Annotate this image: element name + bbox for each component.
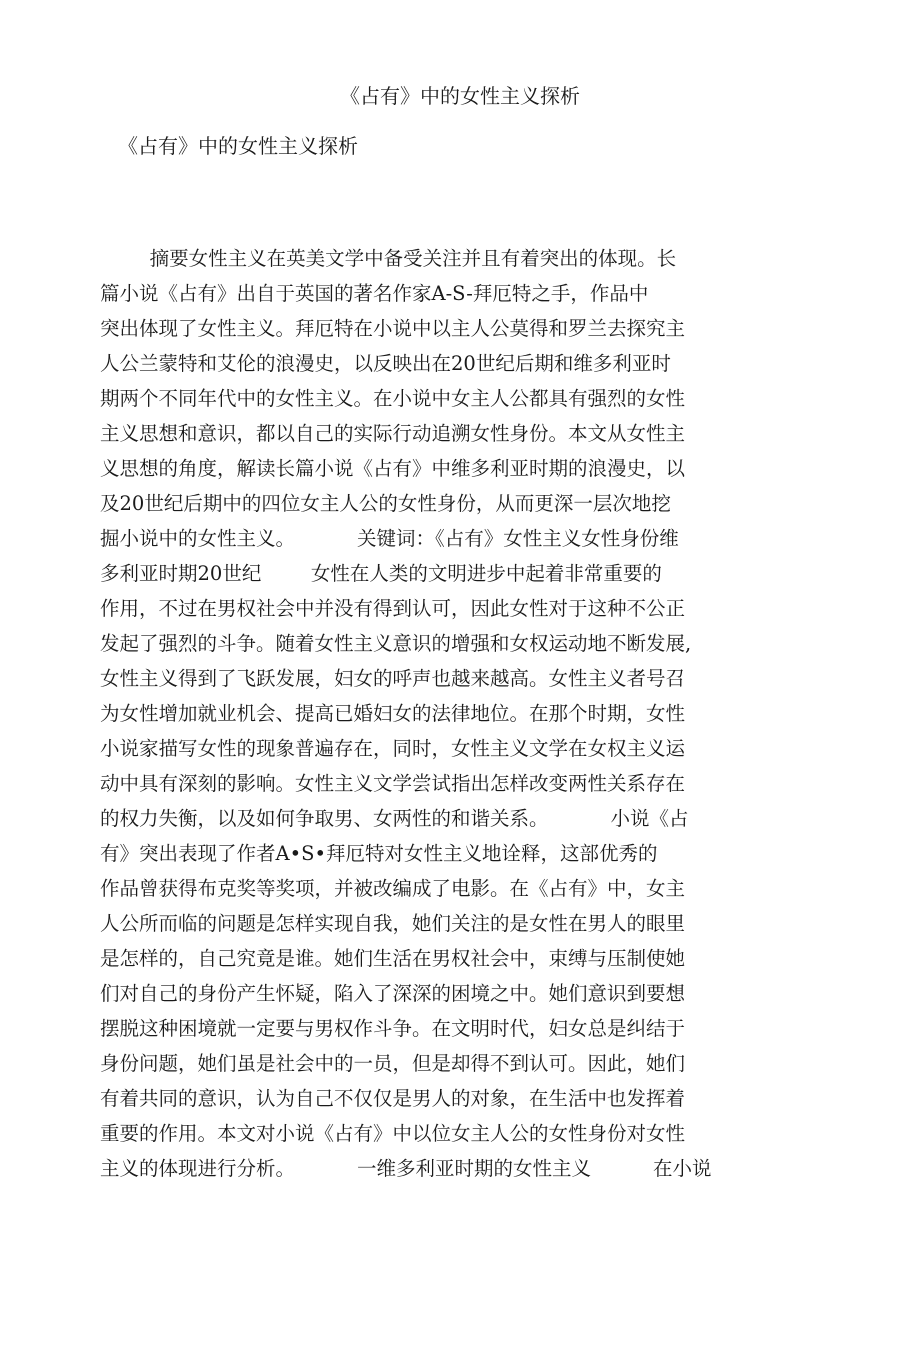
body-line-9: 掘小说中的女性主义。 关键词：《占有》女性主义女性身份维: [100, 527, 679, 550]
body-line-26: 重要的作用。本文对小说《占有》中以位女主人公的女性身份对女性: [100, 1122, 686, 1145]
body-line-17: 的权力失衡，以及如何争取男、女两性的和谐关系。 小说《占: [100, 807, 689, 830]
body-line-15: 小说家描写女性的现象普遍存在，同时，女性主义文学在女权主义运: [100, 737, 686, 760]
document-body: [100, 244, 820, 1189]
body-line-21: 是怎样的，自己究竟是谁。她们生活在男权社会中，束缚与压制使她: [100, 947, 686, 970]
body-line-20: 人公所而临的问题是怎样实现自我，她们关注的是女性在男人的眼里: [100, 912, 686, 935]
body-line-11: 作用，不过在男权社会中并没有得到认可，因此女性对于这种不公正: [100, 597, 686, 620]
body-line-10: 多利亚时期20世纪 女性在人类的文明进步中起着非常重要的: [100, 562, 662, 585]
body-line-16: 动中具有深刻的影响。女性主义文学尝试指出怎样改变两性关系存在: [100, 772, 686, 795]
body-line-2: 篇小说《占有》出自于英国的著名作家A-S-拜厄特之手，作品中: [100, 282, 649, 305]
body-line-22: 们对自己的身份产生怀疑，陷入了深深的困境之中。她们意识到要想: [100, 982, 686, 1005]
body-line-1: 摘要女性主义在英美文学中备受关注并且有着突出的体现。长: [100, 247, 677, 270]
body-line-24: 身份问题，她们虽是社会中的一员，但是却得不到认可。因此，她们: [100, 1052, 686, 1075]
body-line-7: 义思想的角度，解读长篇小说《占有》中维多利亚时期的浪漫史，以: [100, 457, 686, 480]
document-title: 《占有》中的女性主义探析: [340, 84, 580, 108]
body-line-12: 发起了强烈的斗争。随着女性主义意识的增强和女权运动地不断发展,: [100, 632, 692, 655]
body-line-27: 主义的体现进行分析。 一维多利亚时期的女性主义 在小说: [100, 1157, 712, 1180]
document-subtitle: 《占有》中的女性主义探析: [118, 134, 358, 158]
body-line-4: 人公兰蒙特和艾伦的浪漫史，以反映出在20世纪后期和维多利亚时: [100, 352, 671, 375]
body-line-8: 及20世纪后期中的四位女主人公的女性身份，从而更深一层次地挖: [100, 492, 671, 515]
body-line-23: 摆脱这种困境就一定要与男权作斗争。在文明时代，妇女总是纠结于: [100, 1017, 686, 1040]
body-line-13: 女性主义得到了飞跃发展，妇女的呼声也越来越高。女性主义者号召: [100, 667, 686, 690]
body-line-6: 主义思想和意识，都以自己的实际行动追溯女性身份。本文从女性主: [100, 422, 686, 445]
body-line-25: 有着共同的意识，认为自己不仅仅是男人的对象，在生活中也发挥着: [100, 1087, 686, 1110]
body-line-14: 为女性增加就业机会、提高已婚妇女的法律地位。在那个时期，女性: [100, 702, 686, 725]
body-line-3: 突出体现了女性主义。拜厄特在小说中以主人公莫得和罗兰去探究主: [100, 317, 686, 340]
body-line-18: 有》突出表现了作者A•S•拜厄特对女性主义地诠释，这部优秀的: [100, 842, 658, 865]
body-line-5: 期两个不同年代中的女性主义。在小说中女主人公都具有强烈的女性: [100, 387, 686, 410]
body-line-19: 作品曾获得布克奖等奖项，并被改编成了电影。在《占有》中，女主: [100, 877, 686, 900]
